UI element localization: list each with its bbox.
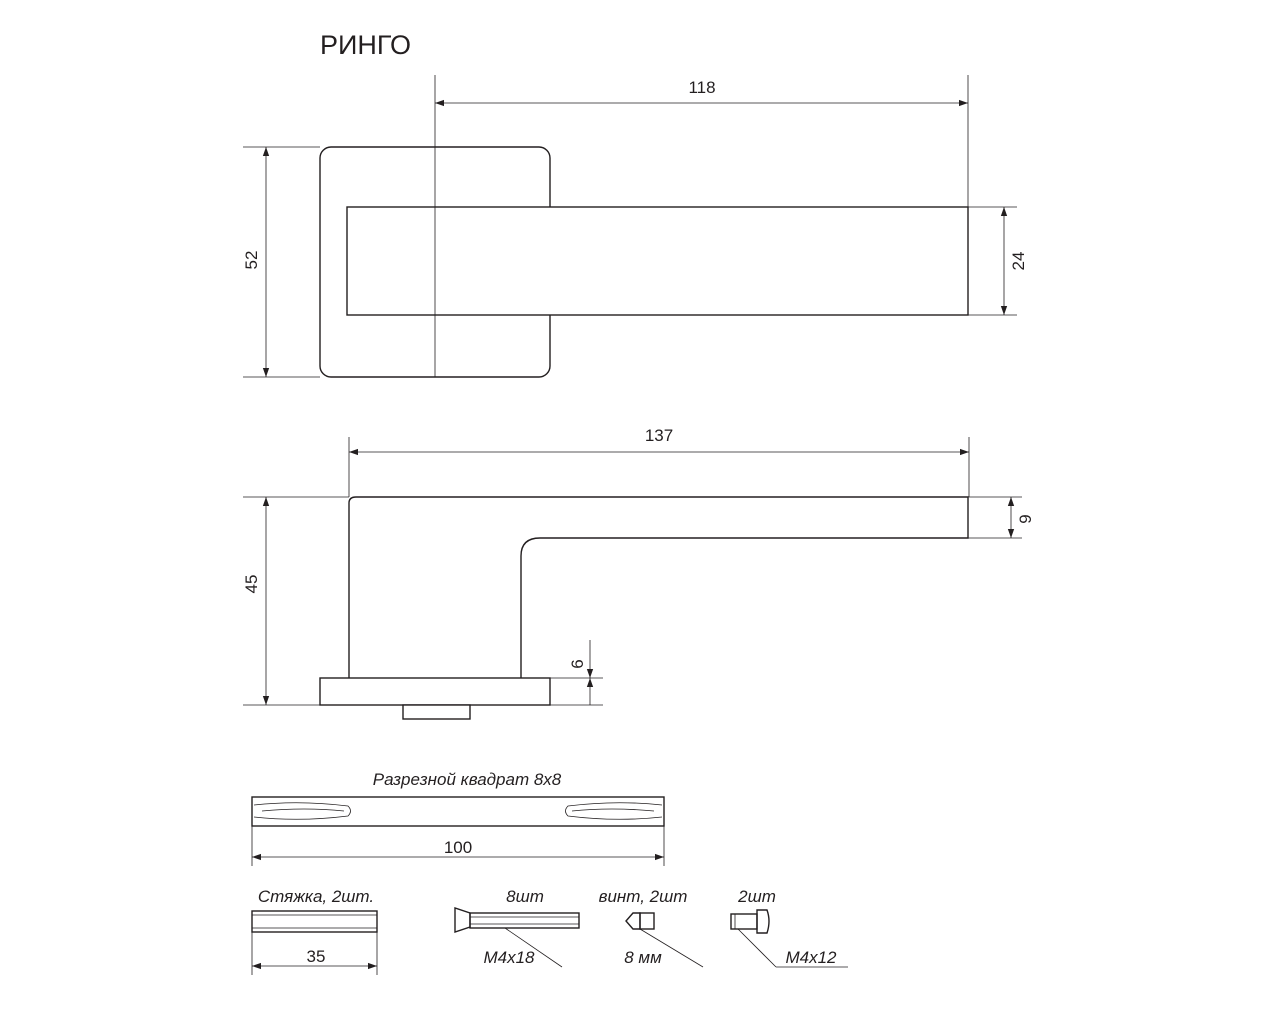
parts-view bbox=[252, 887, 848, 975]
spindle-slot-right-inner bbox=[572, 809, 654, 811]
spindle-slot-right bbox=[566, 803, 663, 820]
dim-label-24: 24 bbox=[1009, 251, 1028, 271]
screw-head bbox=[455, 908, 470, 932]
spindle-label: Разрезной квадрат 8х8 bbox=[372, 770, 562, 789]
dim-label-137: 137 bbox=[644, 426, 674, 445]
dim-label-35: 35 bbox=[306, 947, 326, 966]
top-view bbox=[242, 75, 1028, 377]
dim-label-118: 118 bbox=[688, 78, 716, 97]
grub-screw-size-label: 8 мм bbox=[624, 948, 662, 967]
lever-outline bbox=[347, 207, 968, 315]
grub-screw-tip bbox=[626, 913, 640, 929]
leader-line bbox=[738, 929, 776, 967]
dim-label-52: 52 bbox=[242, 250, 261, 270]
spindle-view bbox=[252, 770, 664, 866]
bolt-qty-label: 2шт bbox=[738, 887, 776, 906]
side-view bbox=[242, 426, 1035, 719]
coupler-label: Стяжка, 2шт. bbox=[257, 887, 375, 906]
spindle-stub bbox=[403, 705, 470, 719]
dim-label-45: 45 bbox=[242, 574, 261, 594]
dim-label-9: 9 bbox=[1016, 514, 1035, 524]
drawing-title: РИНГО bbox=[320, 30, 412, 60]
screw-size-label: M4x18 bbox=[483, 948, 535, 967]
screw-qty-label: 8шт bbox=[506, 887, 544, 906]
spindle-outline bbox=[252, 797, 664, 826]
spindle-slot-left-inner bbox=[262, 809, 344, 811]
grub-screw-body bbox=[640, 913, 654, 929]
bolt-size-label: M4x12 bbox=[785, 948, 837, 967]
screw-shank bbox=[470, 913, 579, 928]
lever-profile bbox=[349, 497, 968, 678]
rose-base bbox=[320, 678, 550, 705]
bolt-head bbox=[757, 910, 769, 933]
coupler-outline bbox=[252, 911, 377, 932]
dim-label-100: 100 bbox=[443, 838, 473, 857]
dim-label-6: 6 bbox=[568, 659, 587, 669]
grub-screw-label: винт, 2шт bbox=[598, 887, 688, 906]
spindle-slot-left bbox=[254, 803, 351, 820]
